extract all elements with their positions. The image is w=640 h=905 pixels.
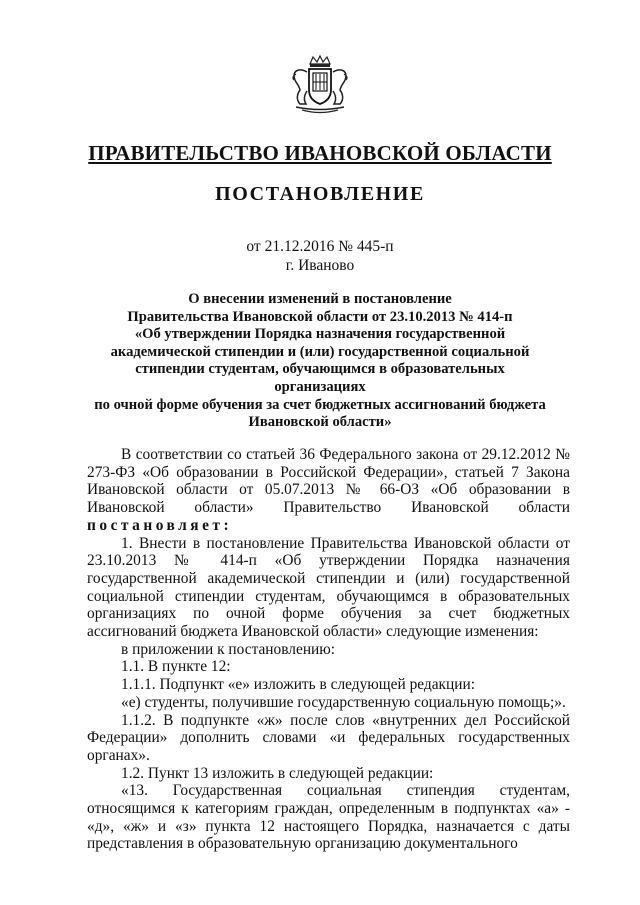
body-paragraph: «е) студенты, получившие государственную социальную помощь;».	[121, 693, 566, 711]
organization-name: ПРАВИТЕЛЬСТВО ИВАНОВСКОЙ ОБЛАСТИ	[88, 141, 552, 165]
body-paragraph: в приложении к постановлению:	[121, 640, 336, 658]
title-line: Правительства Ивановской области от 23.10.2013 № 414-п	[127, 308, 513, 325]
date-and-number: от 21.12.2016 № 445-п	[246, 238, 394, 255]
title-line: Ивановской области»	[248, 414, 392, 431]
title-line: «Об утверждении Порядка назначения государственной	[134, 326, 506, 343]
preamble-paragraph	[87, 446, 570, 535]
preamble-text: В соответствии со статьей 36 Федерального закона от 29.12.2012 № 273-ФЗ «Об образовании в Российской Федерации», статьей 7 Закона Ивановской области от 05.07.2013 № 66-ОЗ «Об образовании в Ивановской области» Правительство Ивановской области	[87, 446, 570, 517]
body-paragraph: 1. Внести в постановление Правительства Ивановской области от 23.10.2013 № 414-п «Об утверждении Порядка назначения государственной академической стипендии и (или) государственной социальной стипендии студентам, обучающимся в образовательных организациях по очной форме обучения за счет бюджетных ассигнований бюджета Ивановской области» следующие изменения:	[87, 534, 570, 641]
title-line: по очной форме обучения за счет бюджетных ассигнований бюджета	[94, 396, 546, 413]
title-line: стипендии студентам, обучающимся в образовательных организациях	[135, 361, 505, 395]
body-paragraph: 1.1.2. В подпункте «ж» после слов «внутренних дел Российской Федерации» дополнить словами «и федеральных государственных органах».	[87, 711, 570, 764]
document-type: ПОСТАНОВЛЕНИЕ	[215, 183, 425, 205]
resolves-word: постановляет:	[87, 516, 233, 534]
document-body	[87, 446, 570, 853]
title-line: О внесении изменений в постановление	[188, 291, 452, 307]
ivanovo-coat-of-arms-icon	[288, 54, 352, 116]
body-paragraph: 1.1.1. Подпункт «е» изложить в следующей редакции:	[121, 676, 476, 694]
body-paragraph: 1.1. В пункте 12:	[121, 658, 231, 676]
title-line: академической стипендии и (или) государственной социальной	[110, 343, 530, 360]
city: г. Иваново	[285, 257, 355, 274]
body-paragraph: «13. Государственная социальная стипендия студентам, относящимся к категориям граждан, определенным в подпунктах «а» - «д», «ж» и «з» пункта 12 настоящего Порядка, назначается с даты представления в образовательную организацию документального	[87, 782, 570, 853]
body-paragraph: 1.2. Пункт 13 изложить в следующей редакции:	[121, 764, 434, 782]
document-title	[90, 291, 550, 432]
